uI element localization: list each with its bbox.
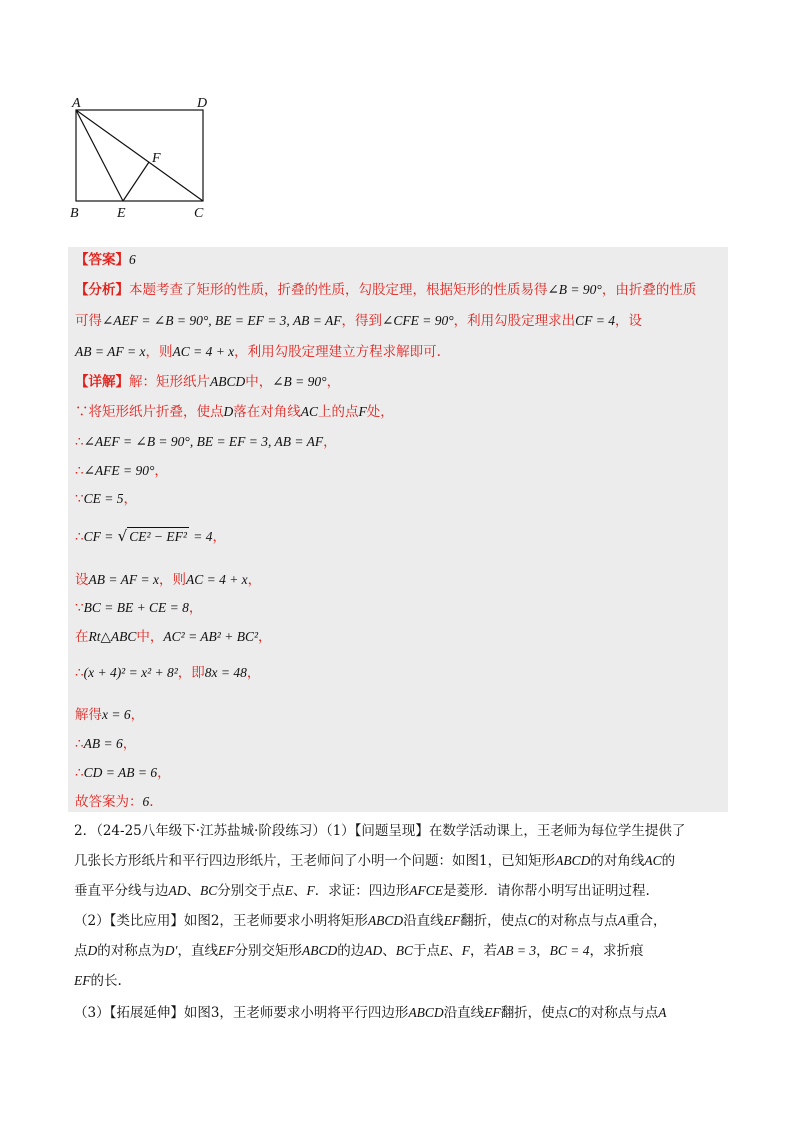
problem2-line-5: 点D的对称点为D′，直线EF分别交矩形ABCD的边AD、BC于点E、F，若AB = 3，BC = 4，求折痕 <box>74 943 644 959</box>
segment-ae <box>76 110 123 201</box>
label-f: F <box>152 151 161 166</box>
detail-line-4: ∴∠AFE = 90°， <box>75 463 168 479</box>
detail-line-12: ∴AB = 6， <box>75 736 137 752</box>
label-d: D <box>197 96 208 111</box>
detail-line-8: ∵BC = BE + CE = 8， <box>75 600 203 616</box>
diagonal-ac <box>76 110 203 201</box>
detail-line-13: ∴CD = AB = 6， <box>75 765 171 781</box>
detail-line-10: ∴(x + 4)² = x² + 8²，即8x = 48， <box>75 665 261 681</box>
detail-line-1: 【详解】解：矩形纸片ABCD中，∠B = 90°， <box>75 374 341 390</box>
label-e: E <box>117 206 126 221</box>
label-c: C <box>194 206 204 221</box>
label-a: A <box>72 96 81 111</box>
detail-line-9: 在Rt△ABC中，AC² = AB² + BC²， <box>75 629 272 645</box>
segment-ef <box>123 162 149 201</box>
detail-line-14: 故答案为：6. <box>75 794 154 810</box>
problem2-line-3: 垂直平分线与边AD、BC分别交于点E、F．求证：四边形AFCE是菱形．请你帮小明写出证明过程. <box>74 883 650 899</box>
problem2-line-1: 2．（24-25八年级下·江苏盐城·阶段练习）（1）【问题呈现】在数学活动课上，王老师为每位学生提供了 <box>74 823 686 839</box>
detail-line-11: 解得x = 6， <box>75 707 145 723</box>
problem2-line-7: （3）【拓展延伸】如图3，王老师要求小明将平行四边形ABCD沿直线EF翻折，使点C的对称点与点A <box>74 1005 667 1021</box>
detail-line-5: ∵CE = 5， <box>75 491 137 507</box>
answer-line: 【答案】6 <box>75 252 136 268</box>
detail-line-7: 设AB = AF = x，则AC = 4 + x， <box>75 572 262 588</box>
problem2-line-6: EF的长. <box>74 973 122 989</box>
problem2-line-2: 几张长方形纸片和平行四边形纸片，王老师问了小明一个问题：如图1，已知矩形ABCD的对角线AC的 <box>74 853 676 869</box>
label-b: B <box>70 206 79 221</box>
detail-line-3: ∴∠AEF = ∠B = 90°, BE = EF = 3, AB = AF， <box>75 434 337 450</box>
detail-line-2: ∵将矩形纸片折叠，使点D落在对角线AC上的点F处， <box>75 404 394 420</box>
rectangle-fold-figure <box>60 92 230 227</box>
analysis-line-2: 可得∠AEF = ∠B = 90°, BE = EF = 3, AB = AF，得到∠CFE = 90°，利用勾股定理求出CF = 4，设 <box>75 313 642 329</box>
analysis-line-1: 【分析】本题考查了矩形的性质，折叠的性质，勾股定理，根据矩形的性质易得∠B = 90°，由折叠的性质 <box>75 282 697 298</box>
detail-line-6: ∴CF = √ CE² − EF² = 4， <box>75 527 226 545</box>
problem2-line-4: （2）【类比应用】如图2，王老师要求小明将矩形ABCD沿直线EF翻折，使点C的对称点与点A重合， <box>74 913 667 929</box>
analysis-line-3: AB = AF = x，则AC = 4 + x，利用勾股定理建立方程求解即可. <box>75 344 441 360</box>
